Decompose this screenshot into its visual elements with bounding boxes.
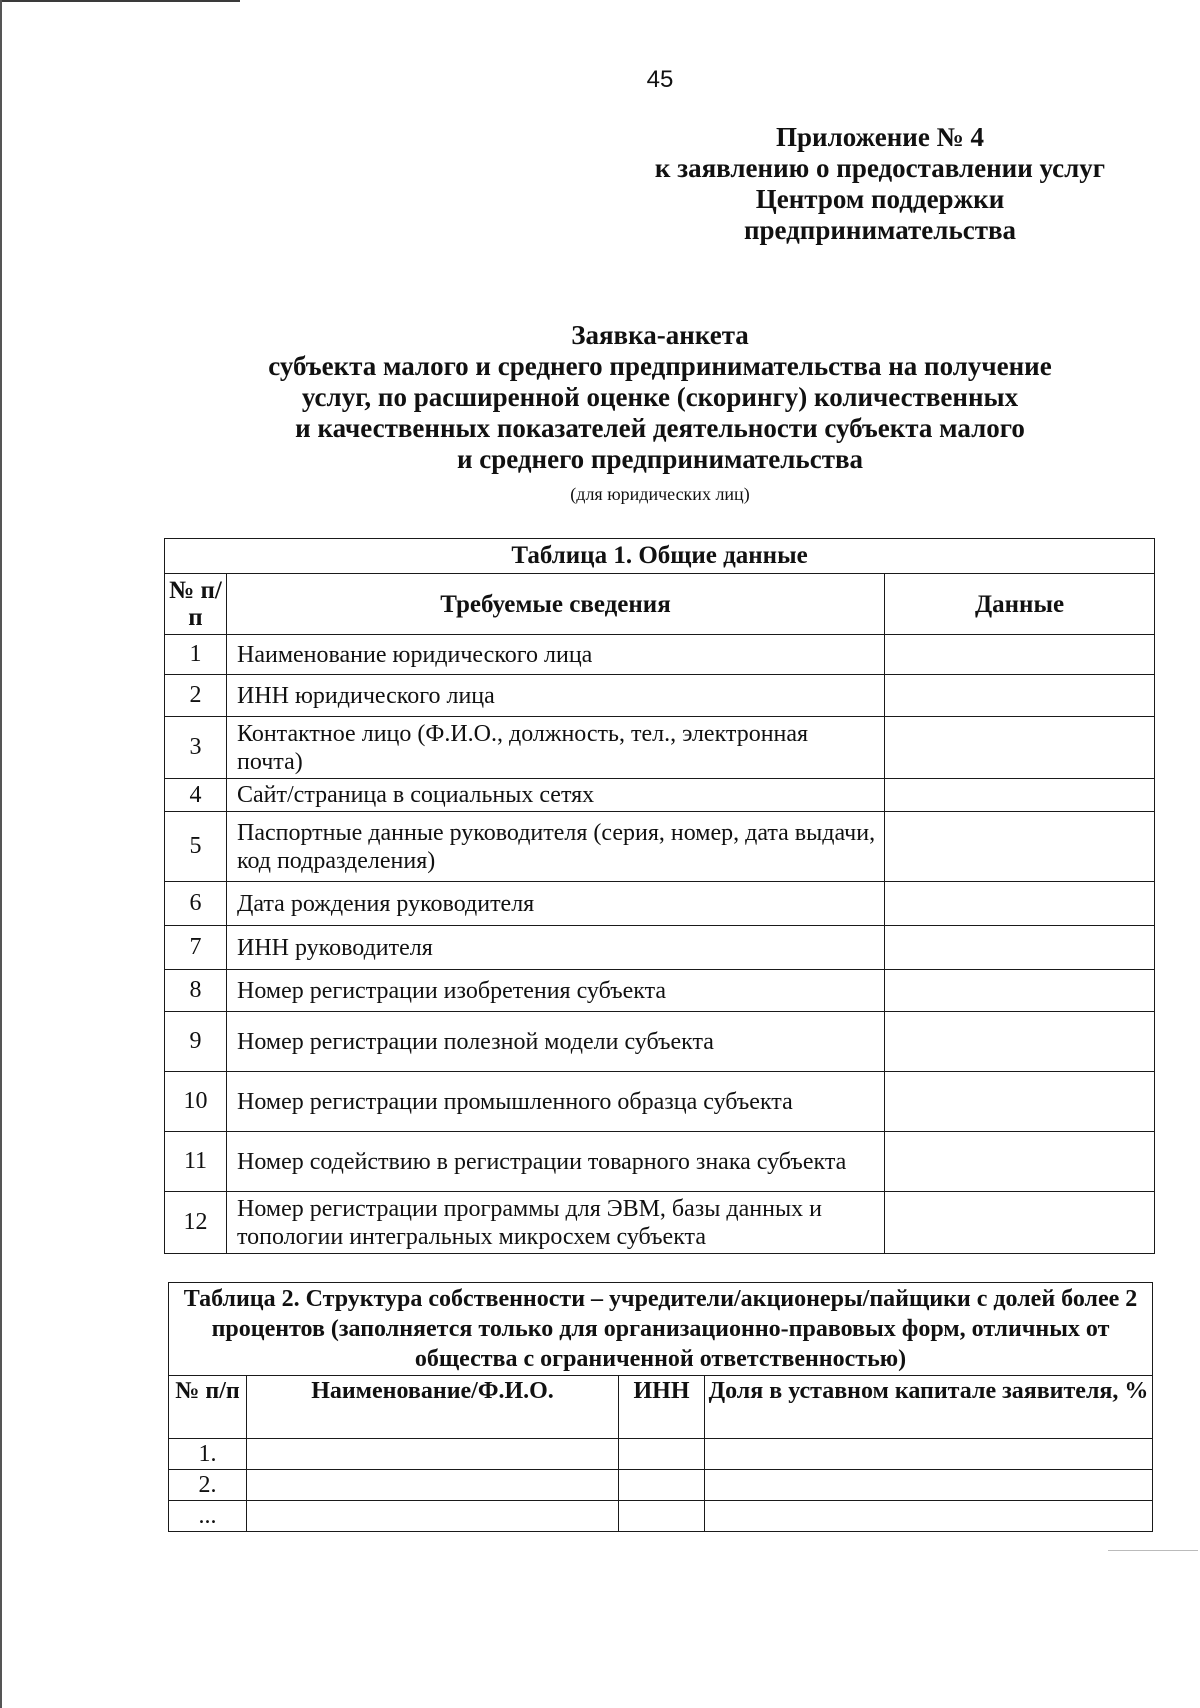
table-row <box>165 1012 1155 1072</box>
data-cell[interactable] <box>885 812 1155 882</box>
row-number: 8 <box>165 970 227 1012</box>
table-row <box>165 1132 1155 1192</box>
row-label: Номер содействию в регистрации товарного знака субъекта <box>227 1132 885 1192</box>
form-title-line: субъекта малого и среднего предпринимательства на получение <box>268 351 1052 381</box>
data-cell[interactable] <box>885 635 1155 675</box>
name-cell[interactable] <box>247 1470 619 1501</box>
table-row <box>165 926 1155 970</box>
appendix-line: предпринимательства <box>743 215 1017 245</box>
row-number: ... <box>169 1501 247 1532</box>
inn-cell[interactable] <box>619 1501 705 1532</box>
table-header-row <box>165 574 1155 635</box>
appendix-line: Центром поддержки <box>755 184 1005 214</box>
table-caption: Таблица 1. Общие данные <box>165 539 1155 574</box>
form-title-line: Заявка-анкета <box>571 320 749 350</box>
column-header-share: Доля в уставном капитале заявителя, % <box>705 1376 1153 1439</box>
table-row <box>165 882 1155 926</box>
row-label: Номер регистрации программы для ЭВМ, базы данных и топологии интегральных микросхем субъекта <box>227 1192 885 1254</box>
table-row <box>165 1192 1155 1254</box>
table-row <box>165 635 1155 675</box>
row-label: Номер регистрации промышленного образца субъекта <box>227 1072 885 1132</box>
share-cell[interactable] <box>705 1470 1153 1501</box>
row-number: 5 <box>165 812 227 882</box>
column-header-data: Данные <box>885 574 1155 635</box>
form-title-line: и среднего предпринимательства <box>456 444 864 474</box>
table-row <box>165 717 1155 779</box>
table-row <box>165 675 1155 717</box>
scan-edge-left <box>0 0 2 1708</box>
data-cell[interactable] <box>885 926 1155 970</box>
table-row <box>169 1501 1153 1532</box>
row-label: ИНН руководителя <box>227 926 885 970</box>
table-row <box>169 1439 1153 1470</box>
table-row <box>165 812 1155 882</box>
share-cell[interactable] <box>705 1439 1153 1470</box>
column-header-info: Требуемые сведения <box>227 574 885 635</box>
table-header-row <box>169 1376 1153 1439</box>
scan-artifact-line <box>1108 1550 1198 1551</box>
table-row <box>165 970 1155 1012</box>
row-number: 3 <box>165 717 227 779</box>
ownership-structure-table <box>168 1282 1153 1532</box>
table-row <box>165 1072 1155 1132</box>
row-number: 6 <box>165 882 227 926</box>
row-number: 2 <box>165 675 227 717</box>
column-header-name: Наименование/Ф.И.О. <box>247 1376 619 1439</box>
row-number: 2. <box>169 1470 247 1501</box>
table-row <box>165 779 1155 812</box>
row-label: Сайт/страница в социальных сетях <box>227 779 885 812</box>
scan-edge-top <box>0 0 240 2</box>
data-cell[interactable] <box>885 1132 1155 1192</box>
data-cell[interactable] <box>885 717 1155 779</box>
column-header-num: № п/п <box>169 1376 247 1439</box>
form-title <box>180 320 1140 475</box>
appendix-line: к заявлению о предоставлении услуг <box>654 153 1106 183</box>
page-number: 45 <box>646 66 674 93</box>
inn-cell[interactable] <box>619 1439 705 1470</box>
data-cell[interactable] <box>885 970 1155 1012</box>
row-number: 10 <box>165 1072 227 1132</box>
row-label: Паспортные данные руководителя (серия, номер, дата выдачи, код подразделения) <box>227 812 885 882</box>
column-header-inn: ИНН <box>619 1376 705 1439</box>
row-number: 11 <box>165 1132 227 1192</box>
name-cell[interactable] <box>247 1501 619 1532</box>
table-caption-row <box>169 1283 1153 1376</box>
appendix-line: Приложение № 4 <box>776 122 984 152</box>
row-number: 1 <box>165 635 227 675</box>
data-cell[interactable] <box>885 1012 1155 1072</box>
form-title-line: услуг, по расширенной оценке (скорингу) количественных <box>301 382 1019 412</box>
row-number: 7 <box>165 926 227 970</box>
form-title-line: и качественных показателей деятельности субъекта малого <box>295 413 1025 443</box>
name-cell[interactable] <box>247 1439 619 1470</box>
column-header-num: № п/п <box>165 574 227 635</box>
row-label: Номер регистрации изобретения субъекта <box>227 970 885 1012</box>
form-note: (для юридических лиц) <box>570 484 750 504</box>
row-label: Дата рождения руководителя <box>227 882 885 926</box>
data-cell[interactable] <box>885 779 1155 812</box>
table-row <box>169 1470 1153 1501</box>
general-data-table <box>164 538 1155 1254</box>
row-label: Контактное лицо (Ф.И.О., должность, тел., электронная почта) <box>227 717 885 779</box>
data-cell[interactable] <box>885 1072 1155 1132</box>
data-cell[interactable] <box>885 1192 1155 1254</box>
data-cell[interactable] <box>885 882 1155 926</box>
share-cell[interactable] <box>705 1501 1153 1532</box>
row-label: Номер регистрации полезной модели субъекта <box>227 1012 885 1072</box>
row-number: 4 <box>165 779 227 812</box>
table-caption: Таблица 2. Структура собственности – учредители/акционеры/пайщики с долей более 2 процентов (заполняется только для организационно-правовых форм, отличных от общества с ограниченной ответственностью) <box>169 1283 1153 1376</box>
row-label: ИНН юридического лица <box>227 675 885 717</box>
row-number: 9 <box>165 1012 227 1072</box>
row-number: 12 <box>165 1192 227 1254</box>
row-label: Наименование юридического лица <box>227 635 885 675</box>
inn-cell[interactable] <box>619 1470 705 1501</box>
data-cell[interactable] <box>885 675 1155 717</box>
appendix-heading <box>600 122 1160 246</box>
table-caption-row <box>165 539 1155 574</box>
row-number: 1. <box>169 1439 247 1470</box>
